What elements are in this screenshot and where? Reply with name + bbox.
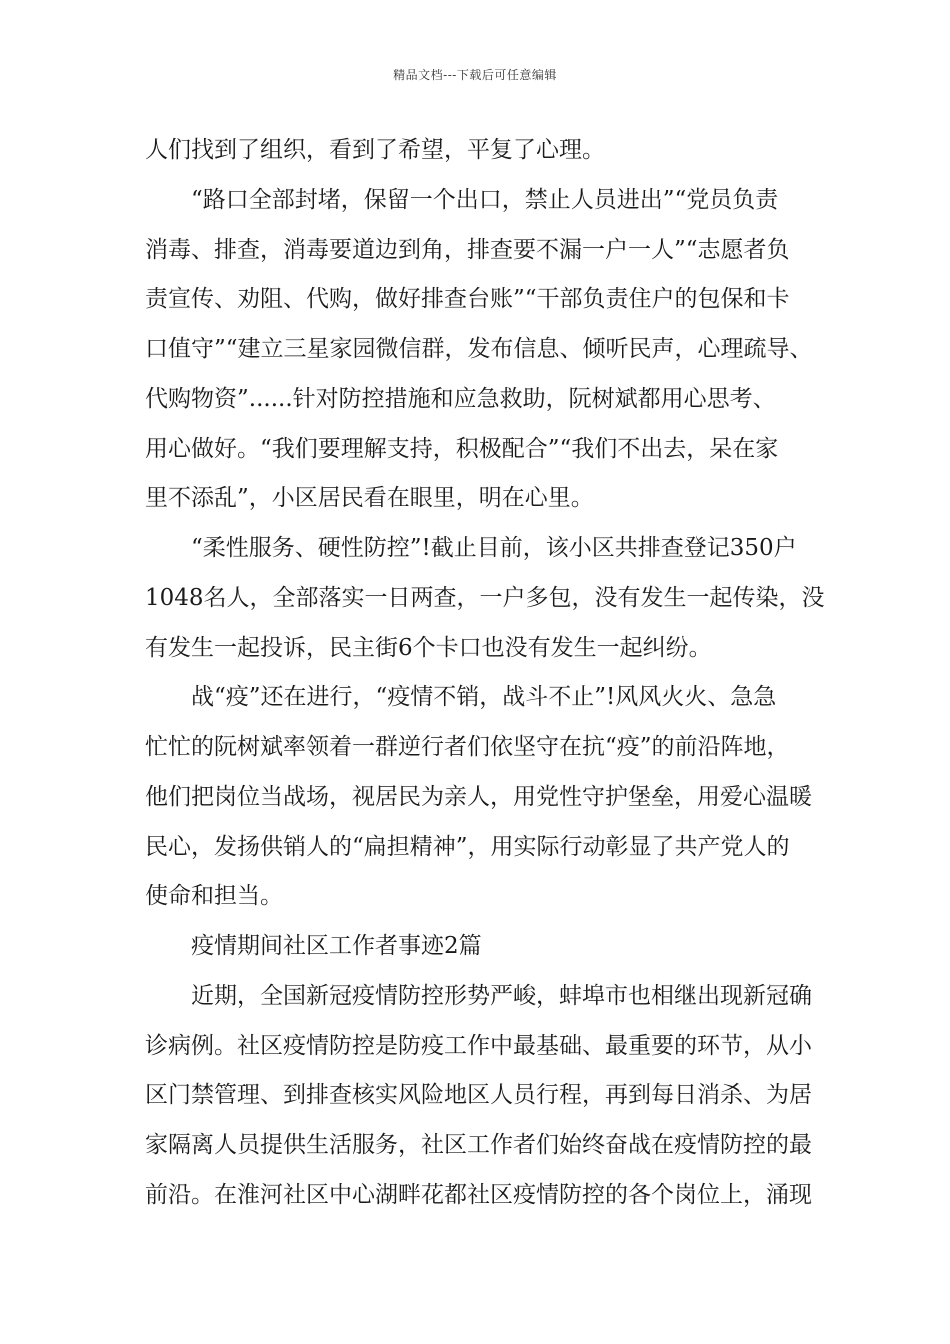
paragraph-line: 近期，全国新冠疫情防控形势严峻，蚌埠市也相继出现新冠确: [191, 983, 812, 1009]
paragraph-line: 代购物资”......针对防控措施和应急救助，阮树斌都用心思考、: [145, 386, 776, 412]
paragraph-line: 区门禁管理、到排查核实风险地区人员行程，再到每日消杀、为居: [145, 1082, 812, 1108]
paragraph-line: 用心做好。“我们要理解支持，积极配合”“我们不出去，呆在家: [145, 436, 779, 462]
paragraph-line: 有发生一起投诉，民主街6个卡口也没有发生一起纠纷。: [145, 635, 712, 661]
paragraph-line: 前沿。在淮河社区中心湖畔花都社区疫情防控的各个岗位上，涌现: [145, 1182, 812, 1208]
paragraph-line: 诊病例。社区疫情防控是防疫工作中最基础、最重要的环节，从小: [145, 1033, 812, 1059]
paragraph-line: 民心，发扬供销人的“扁担精神”，用实际行动彰显了共产党人的: [145, 834, 790, 860]
page-header: 精品文档---下载后可任意编辑: [393, 68, 557, 82]
paragraph-line: “路口全部封堵，保留一个出口，禁止人员进出”“党员负责: [191, 187, 779, 213]
paragraph-line: 他们把岗位当战场，视居民为亲人，用党性守护堡垒，用爱心温暖: [145, 784, 812, 810]
paragraph-line: 口值守”“建立三星家园微信群，发布信息、倾听民声，心理疏导、: [145, 336, 813, 362]
paragraph-line: 1048名人，全部落实一日两查，一户多包，没有发生一起传染，没: [145, 585, 825, 611]
paragraph-line: 责宣传、劝阻、代购，做好排查台账”“干部负责住户的包保和卡: [145, 286, 790, 312]
paragraph-line: 忙忙的阮树斌率领着一群逆行者们依坚守在抗“疫”的前沿阵地，: [145, 734, 790, 760]
paragraph-line: 里不添乱”，小区居民看在眼里，明在心里。: [145, 485, 594, 511]
paragraph-line: 人们找到了组织，看到了希望，平复了心理。: [145, 137, 605, 163]
section-title: 疫情期间社区工作者事迹2篇: [191, 933, 482, 959]
paragraph-line: 战“疫”还在进行，“疫情不销，战斗不止”!风风火火、急急: [191, 684, 777, 710]
paragraph-line: 家隔离人员提供生活服务，社区工作者们始终奋战在疫情防控的最: [145, 1132, 812, 1158]
paragraph-line: 消毒、排查，消毒要道边到角，排查要不漏一户一人”“志愿者负: [145, 237, 790, 263]
paragraph-line: 使命和担当。: [145, 883, 283, 909]
paragraph-line: “柔性服务、硬性防控”!截止目前，该小区共排查登记350户: [191, 535, 797, 561]
